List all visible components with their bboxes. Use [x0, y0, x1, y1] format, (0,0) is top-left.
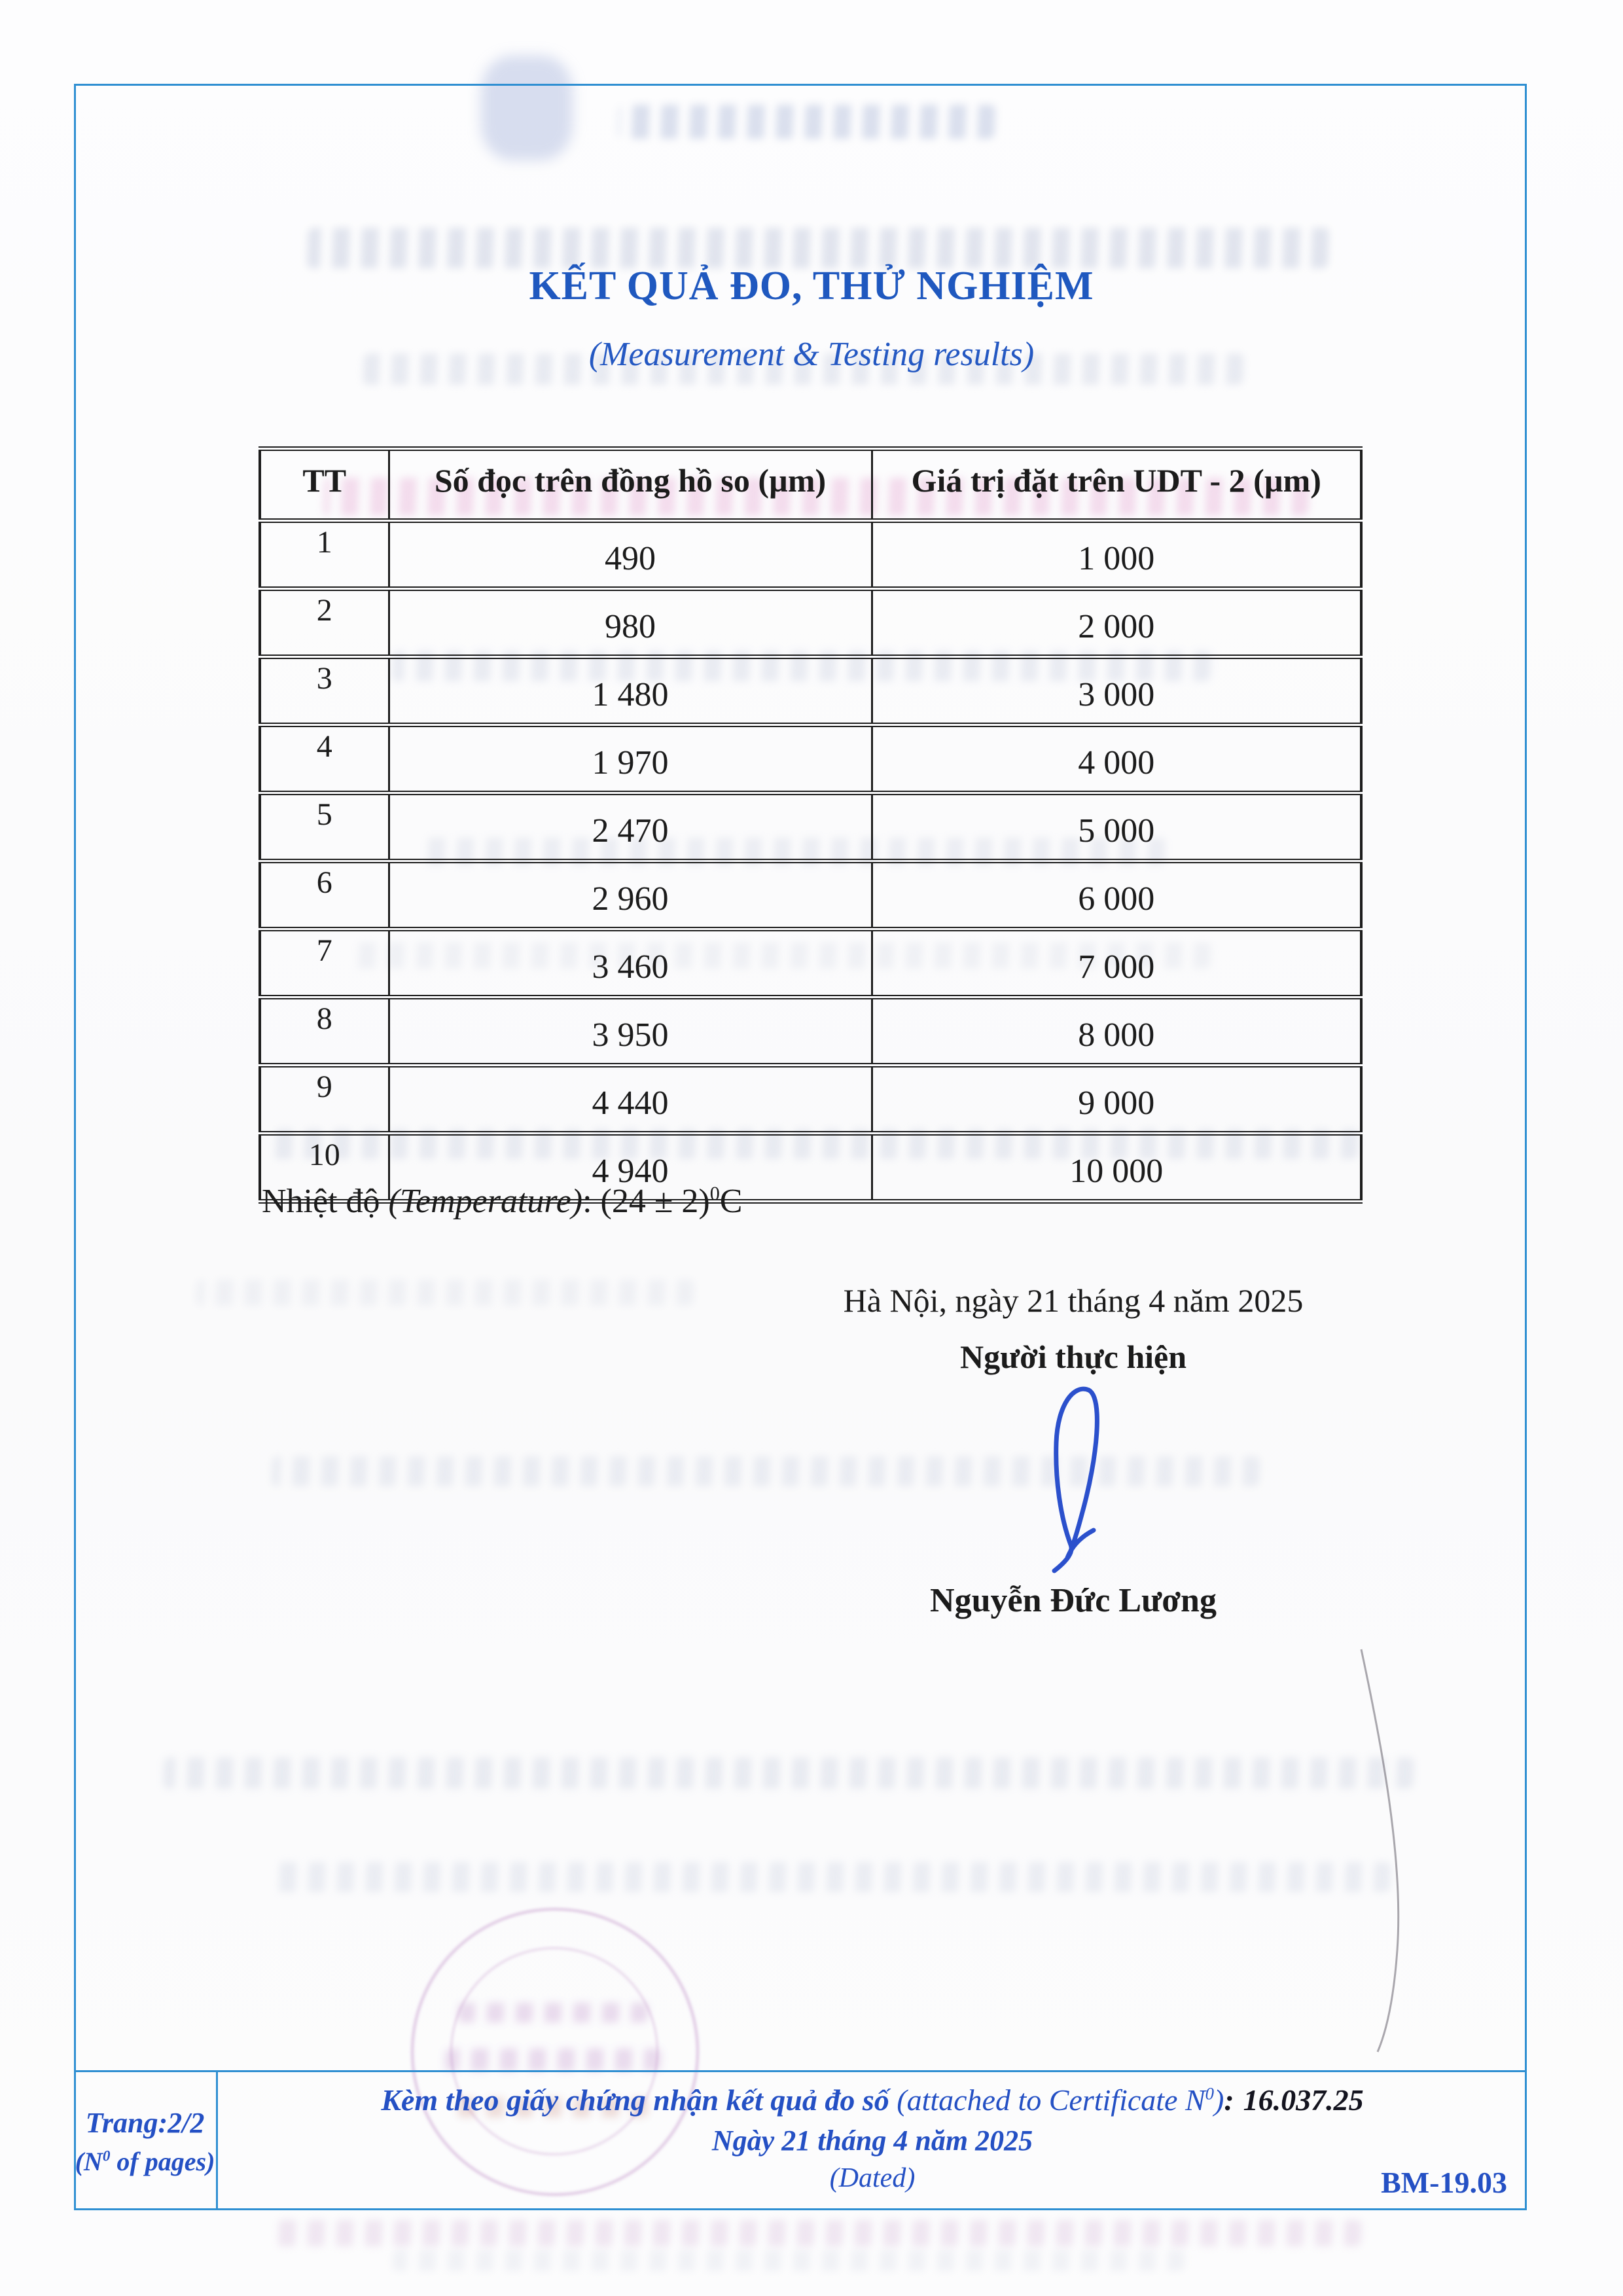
set-value: 9 000: [872, 1066, 1361, 1134]
table-row: [260, 997, 1361, 1066]
temperature-label-vi: Nhiệt độ: [262, 1183, 389, 1220]
row-index: 2: [260, 589, 389, 657]
attach-en-close: ): [1214, 2083, 1224, 2117]
pages-en-open: (N: [75, 2146, 103, 2176]
set-value: 10 000: [872, 1134, 1361, 1202]
signer-name: Nguyễn Đức Lương: [930, 1582, 1217, 1619]
results-table: [259, 446, 1363, 1204]
set-value: 7 000: [872, 929, 1361, 997]
signer-role: Người thực hiện: [959, 1338, 1187, 1375]
pages-en-label: [75, 2146, 215, 2177]
row-index: 5: [260, 793, 389, 861]
table-header-row: [260, 449, 1361, 521]
attach-colon: :: [1224, 2083, 1234, 2117]
reading-value: 3 460: [389, 929, 872, 997]
reading-value: 3 950: [389, 997, 872, 1066]
footer-date-vi: Ngày 21 tháng 4 năm 2025: [711, 2125, 1033, 2157]
col-header-reading: Số đọc trên đồng hồ so (µm): [389, 449, 872, 521]
attach-label-vi: Kèm theo giấy chứng nhận kết quả đo số: [381, 2083, 897, 2117]
col-header-tt: TT: [260, 449, 389, 521]
table-row: [260, 589, 1361, 657]
attach-label-en: [897, 2083, 1224, 2117]
table-row: [260, 725, 1361, 793]
temperature-unit: C: [719, 1183, 743, 1220]
table-row: [260, 521, 1361, 589]
reading-value: 4 940: [389, 1134, 872, 1202]
table-row: [260, 657, 1361, 725]
row-index: 8: [260, 997, 389, 1066]
attach-sup: 0: [1205, 2083, 1215, 2104]
set-value: 4 000: [872, 725, 1361, 793]
row-index: 3: [260, 657, 389, 725]
table-row: [260, 861, 1361, 929]
row-index: 9: [260, 1066, 389, 1134]
table-row: [260, 929, 1361, 997]
set-value: 2 000: [872, 589, 1361, 657]
reading-value: 2 470: [389, 793, 872, 861]
col-header-set-value: Giá trị đặt trên UDT - 2 (µm): [872, 449, 1361, 521]
certificate-reference-line: [218, 2083, 1527, 2117]
set-value: 6 000: [872, 861, 1361, 929]
reading-value: 4 440: [389, 1066, 872, 1134]
pages-sup: 0: [102, 2147, 111, 2165]
page-subtitle: (Measurement & Testing results): [588, 336, 1035, 373]
pages-en-close: of pages): [110, 2146, 215, 2176]
reading-value: 1 970: [389, 725, 872, 793]
set-value: 8 000: [872, 997, 1361, 1066]
row-index: 6: [260, 861, 389, 929]
row-index: 10: [260, 1134, 389, 1202]
set-value: 1 000: [872, 521, 1361, 589]
reading-value: 490: [389, 521, 872, 589]
certificate-number: 16.037.25: [1243, 2083, 1364, 2117]
signing-block: [746, 1282, 1400, 1620]
row-index: 7: [260, 929, 389, 997]
page-number-label: Trang:2/2: [85, 2106, 205, 2139]
footer-page-cell: [74, 2072, 218, 2210]
signature-image: [1011, 1382, 1135, 1579]
set-value: 5 000: [872, 793, 1361, 861]
page-title: KẾT QUẢ ĐO, THỬ NGHIỆM: [529, 264, 1094, 308]
temperature-value: : (24 ± 2): [582, 1183, 710, 1220]
temperature-sup: 0: [709, 1182, 720, 1205]
table-row: [260, 1066, 1361, 1134]
reading-value: 980: [389, 589, 872, 657]
row-index: 1: [260, 521, 389, 589]
footer-date-en: (Dated): [829, 2163, 916, 2193]
place-date-line: Hà Nội, ngày 21 tháng 4 năm 2025: [843, 1282, 1304, 1319]
reading-value: 2 960: [389, 861, 872, 929]
row-index: 4: [260, 725, 389, 793]
footer-main-cell: [218, 2072, 1527, 2210]
set-value: 3 000: [872, 657, 1361, 725]
footer-band: [74, 2070, 1527, 2210]
temperature-label-en: (Temperature): [388, 1183, 583, 1220]
reading-value: 1 480: [389, 657, 872, 725]
temperature-note: [262, 1182, 742, 1221]
form-code: BM-19.03: [1381, 2166, 1507, 2199]
attach-en-open: (attached to Certificate N: [897, 2083, 1205, 2117]
table-row: [260, 793, 1361, 861]
